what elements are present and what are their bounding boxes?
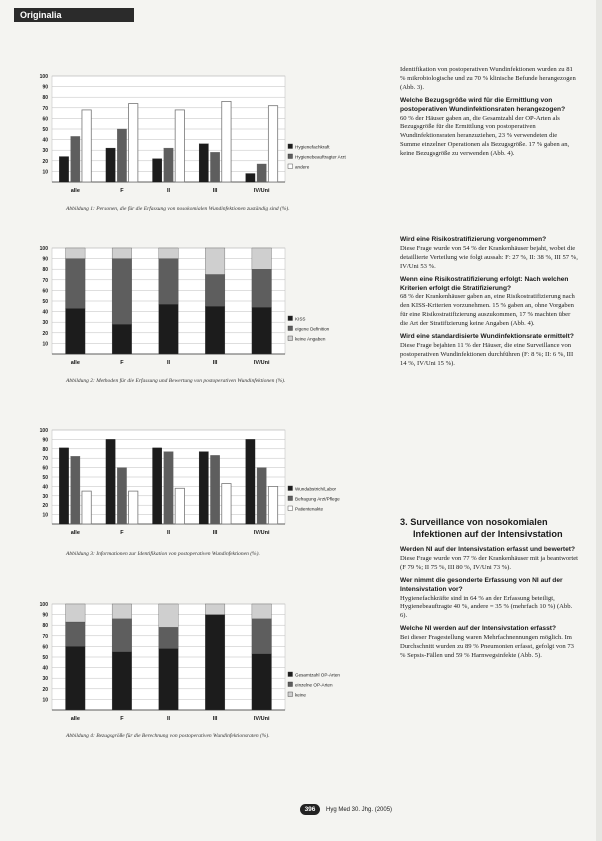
section-heading xyxy=(400,516,585,540)
bar xyxy=(66,308,86,354)
legend-swatch xyxy=(288,144,293,149)
bar xyxy=(252,654,272,710)
bar xyxy=(222,101,231,182)
y-tick-label: 20 xyxy=(42,686,48,693)
y-tick-label: 60 xyxy=(42,288,48,295)
y-tick-label: 70 xyxy=(42,277,48,284)
y-tick-label: 90 xyxy=(42,256,48,263)
x-tick-label: F xyxy=(120,530,124,536)
bar xyxy=(257,468,266,524)
legend-label: KISS xyxy=(295,316,306,322)
bar xyxy=(82,491,91,524)
y-tick-label: 30 xyxy=(42,676,48,683)
bar xyxy=(159,248,179,259)
y-tick-label: 30 xyxy=(42,493,48,500)
bar xyxy=(106,148,115,182)
y-tick-label: 40 xyxy=(42,665,48,672)
legend-swatch xyxy=(288,164,293,169)
page-number: 396 xyxy=(300,804,320,815)
legend-swatch xyxy=(288,486,293,491)
legend-swatch xyxy=(288,692,293,697)
y-tick-label: 70 xyxy=(42,105,48,112)
x-tick-label: III xyxy=(212,188,218,194)
y-tick-label: 60 xyxy=(42,465,48,472)
figure-3-caption: Abbildung 3: Informationen zur Identifikation von postoperativen Wundinfektionen (%). xyxy=(66,551,260,557)
y-tick-label: 70 xyxy=(42,456,48,463)
x-tick-label: IV/Uni xyxy=(253,188,270,194)
bar xyxy=(66,622,86,646)
question-heading: Wird eine standardisierte Wundinfektionsrate ermittelt? xyxy=(400,333,574,341)
bar xyxy=(59,157,68,182)
text-block-icu xyxy=(400,546,578,665)
x-tick-label: alle xyxy=(70,360,80,366)
bar xyxy=(112,619,132,652)
bar xyxy=(205,604,225,615)
bar xyxy=(66,248,86,259)
question-heading: Wenn eine Risikostratifizierung erfolgt: Nach welchen Kriterien erfolgt die Stratifizierung? xyxy=(400,275,569,292)
y-tick-label: 80 xyxy=(42,446,48,453)
y-tick-label: 60 xyxy=(42,116,48,123)
legend-label: keine Angaben xyxy=(295,336,326,342)
y-tick-label: 40 xyxy=(42,484,48,491)
bar xyxy=(59,448,68,524)
section-heading-line-1: 3. Surveillance von nosokomialen xyxy=(400,517,548,527)
y-tick-label: 50 xyxy=(42,655,48,661)
bar xyxy=(106,439,115,524)
x-tick-label: alle xyxy=(70,188,80,194)
legend-label: andere xyxy=(295,164,310,170)
question-heading: Wer nimmt die gesonderte Erfassung von NI auf der Intensivstation vor? xyxy=(400,576,563,593)
bar xyxy=(252,269,272,307)
y-tick-label: 20 xyxy=(42,503,48,510)
y-tick-label: 10 xyxy=(42,697,48,704)
bar xyxy=(210,455,219,524)
y-tick-label: 30 xyxy=(42,148,48,155)
y-tick-label: 100 xyxy=(39,74,48,80)
x-tick-label: F xyxy=(120,360,124,366)
bar xyxy=(199,452,208,524)
bar xyxy=(112,604,132,619)
question-heading: Wird eine Risikostratifizierung vorgenommen? xyxy=(400,236,547,243)
legend-swatch xyxy=(288,496,293,501)
paragraph: Diese Frage wurde von 77 % der Krankenhäuser mit ja beantwortet (F 79 %; II 75 %, III 80 %, IV/Uni 73 %). xyxy=(400,554,578,571)
x-tick-label: II xyxy=(166,530,171,536)
y-tick-label: 10 xyxy=(42,169,48,176)
y-tick-label: 20 xyxy=(42,158,48,165)
x-tick-label: alle xyxy=(70,716,80,722)
bar xyxy=(82,110,91,182)
bar xyxy=(129,491,138,524)
legend-label: einzelne OP-Arten xyxy=(295,682,333,688)
y-tick-label: 40 xyxy=(42,309,48,316)
y-tick-label: 40 xyxy=(42,137,48,144)
x-tick-label: F xyxy=(120,188,124,194)
bar xyxy=(210,152,219,182)
question-heading: Welche NI werden auf der Intensivstation erfasst? xyxy=(400,625,556,633)
x-tick-label: III xyxy=(212,530,218,536)
legend-swatch xyxy=(288,316,293,321)
paragraph: Identifikation von postoperativen Wundinfektionen wurden zu 81 % mikrobiologische und zu 70 % klinische Befunde herangezogen (Abb. 3). xyxy=(400,66,576,91)
bar xyxy=(112,259,132,325)
x-tick-label: F xyxy=(120,716,124,722)
y-tick-label: 50 xyxy=(42,475,48,481)
legend-label: eigene Definition xyxy=(295,326,330,332)
legend-label: keine xyxy=(295,692,306,698)
y-tick-label: 10 xyxy=(42,341,48,348)
y-tick-label: 80 xyxy=(42,623,48,630)
y-tick-label: 100 xyxy=(39,246,48,252)
bar xyxy=(66,646,86,710)
question-heading: Werden NI auf der Intensivstation erfasst und bewertet? xyxy=(400,546,576,553)
bar xyxy=(252,307,272,354)
legend-swatch xyxy=(288,336,293,341)
bar xyxy=(205,306,225,354)
journal-reference: Hyg Med 30. Jhg. (2005) xyxy=(326,806,393,813)
bar xyxy=(252,619,272,654)
bar xyxy=(246,439,255,524)
y-tick-label: 60 xyxy=(42,644,48,651)
legend-label: Patientenakte xyxy=(295,506,324,512)
legend-label: Hygienebeauftragter Arzt xyxy=(295,154,346,160)
section-heading-line-2: Infektionen auf der Intensivstation xyxy=(413,529,563,539)
y-tick-label: 30 xyxy=(42,320,48,327)
paragraph: 60 % der Häuser gaben an, die Gesamtzahl der OP-Arten als Bezugsgröße für die Ermittlung von postoperativen Wundinfektionsraten heranzuziehen, 23 % verwendeten die Summe einzelner Operationen als Bezugsgröße. 17 % gaben an, keine Bezugsgröße zu verwenden (Abb. 4). xyxy=(400,114,570,158)
y-tick-label: 50 xyxy=(42,127,48,133)
legend-swatch xyxy=(288,326,293,331)
bar xyxy=(268,106,277,182)
figure-2-caption: Abbildung 2: Methoden für die Erfassung und Bewertung von postoperativen Wundinfektionen (%). xyxy=(66,378,286,384)
bar xyxy=(222,484,231,524)
bar xyxy=(159,649,179,710)
paragraph: Bei dieser Fragestellung waren Mehrfachnennungen möglich. Im Durchschnitt wurden zu 89 % Pneumonien erfasst, gefolgt von 73 % Sepsis-Fällen und 59 % Harnwegsinfekte (Abb. 5). xyxy=(400,634,574,659)
y-tick-label: 90 xyxy=(42,437,48,444)
legend-label: Gesamtzahl OP-Arten xyxy=(295,672,340,678)
figure-4-chart xyxy=(30,600,360,730)
paragraph: Hygienefachkräfte sind in 64 % an der Erfassung beteiligt, Hygienebeauftragte 40 %, andere = 35 % (mehrfach 10 %) (Abb. 6). xyxy=(400,594,573,620)
x-tick-label: III xyxy=(212,716,218,722)
x-tick-label: IV/Uni xyxy=(253,360,270,366)
y-tick-label: 90 xyxy=(42,612,48,619)
bar xyxy=(205,275,225,307)
legend-swatch xyxy=(288,506,293,511)
x-tick-label: III xyxy=(212,360,218,366)
bar xyxy=(268,486,277,524)
bar xyxy=(252,604,272,619)
bar xyxy=(71,456,80,524)
legend-label: Wundabstrich/Labor xyxy=(295,486,337,492)
bar xyxy=(205,615,225,710)
bar xyxy=(117,468,126,524)
figure-2-chart xyxy=(30,244,360,374)
bar xyxy=(66,259,86,309)
page-footer xyxy=(300,804,392,815)
bar xyxy=(112,324,132,354)
page-edge xyxy=(596,0,602,841)
y-tick-label: 70 xyxy=(42,633,48,640)
x-tick-label: II xyxy=(166,716,171,722)
x-tick-label: IV/Uni xyxy=(253,716,270,722)
bar xyxy=(159,259,179,305)
question-heading: Welche Bezugsgröße wird für die Ermittlung von postoperativen Wundinfektionsraten herangezogen? xyxy=(400,96,566,113)
bar xyxy=(252,248,272,269)
bar xyxy=(153,448,162,524)
bar xyxy=(112,248,132,259)
figure-3-chart xyxy=(30,426,360,544)
legend-swatch xyxy=(288,682,293,687)
y-tick-label: 20 xyxy=(42,330,48,337)
y-tick-label: 90 xyxy=(42,84,48,91)
section-tag: Originalia xyxy=(14,8,134,22)
bar xyxy=(175,488,184,524)
paragraph: Diese Frage bejahten 11 % der Häuser, die eine Surveillance von postoperativen Wundinfektionen durchführen (F: 8 %; II: 6 %, III 14 %, IV/Uni 15 %). xyxy=(400,341,574,367)
bar xyxy=(159,304,179,354)
bar xyxy=(71,136,80,182)
bar xyxy=(246,174,255,182)
y-tick-label: 100 xyxy=(39,602,48,608)
y-tick-label: 80 xyxy=(42,95,48,102)
paragraph: 68 % der Krankenhäuser gaben an, eine Risikostratifizierung nach den KISS-Kriterien vorzunehmen. 15 % gaben an, ohne Vorgaben für eine Risikostratifizierung auszukommen, 17 % machten über die Art der Stratifizierung keine Angaben (Abb. 4). xyxy=(400,293,575,328)
figure-1-caption: Abbildung 1: Personen, die für die Erfassung von nosokomialen Wundinfektionen zuständig sind (%). xyxy=(66,206,290,212)
bar xyxy=(175,110,184,182)
figure-1-chart xyxy=(30,72,360,202)
bar xyxy=(112,652,132,710)
y-tick-label: 10 xyxy=(42,512,48,519)
legend-label: Hygienefachkraft xyxy=(295,144,330,150)
x-tick-label: II xyxy=(166,188,171,194)
bar xyxy=(199,144,208,182)
bar xyxy=(153,159,162,182)
y-tick-label: 80 xyxy=(42,267,48,274)
bar xyxy=(117,129,126,182)
bar xyxy=(66,604,86,622)
bar xyxy=(129,104,138,182)
legend-swatch xyxy=(288,154,293,159)
bar xyxy=(257,164,266,182)
x-tick-label: II xyxy=(166,360,171,366)
bar xyxy=(159,627,179,648)
y-tick-label: 50 xyxy=(42,299,48,305)
legend-swatch xyxy=(288,672,293,677)
figure-4-caption: Abbildung 4: Bezugsgröße für die Berechnung von postoperativen Wundinfektionsraten (%). xyxy=(66,733,270,739)
bar xyxy=(205,248,225,275)
x-tick-label: IV/Uni xyxy=(253,530,270,536)
text-block-risk xyxy=(400,236,578,373)
text-block-top xyxy=(400,66,578,163)
y-tick-label: 100 xyxy=(39,428,48,434)
legend-label: Befragung Arzt/Pflege xyxy=(295,496,340,502)
x-tick-label: alle xyxy=(70,530,80,536)
paragraph: Diese Frage wurde von 54 % der Krankenhäuser bejaht, wobei die detaillierte Verteilung wie folgt aussah: F: 27 %, II: 38 %, III 57 %, IV/Uni 53 %. xyxy=(400,244,578,270)
bar xyxy=(159,604,179,627)
bar xyxy=(164,452,173,524)
bar xyxy=(164,148,173,182)
